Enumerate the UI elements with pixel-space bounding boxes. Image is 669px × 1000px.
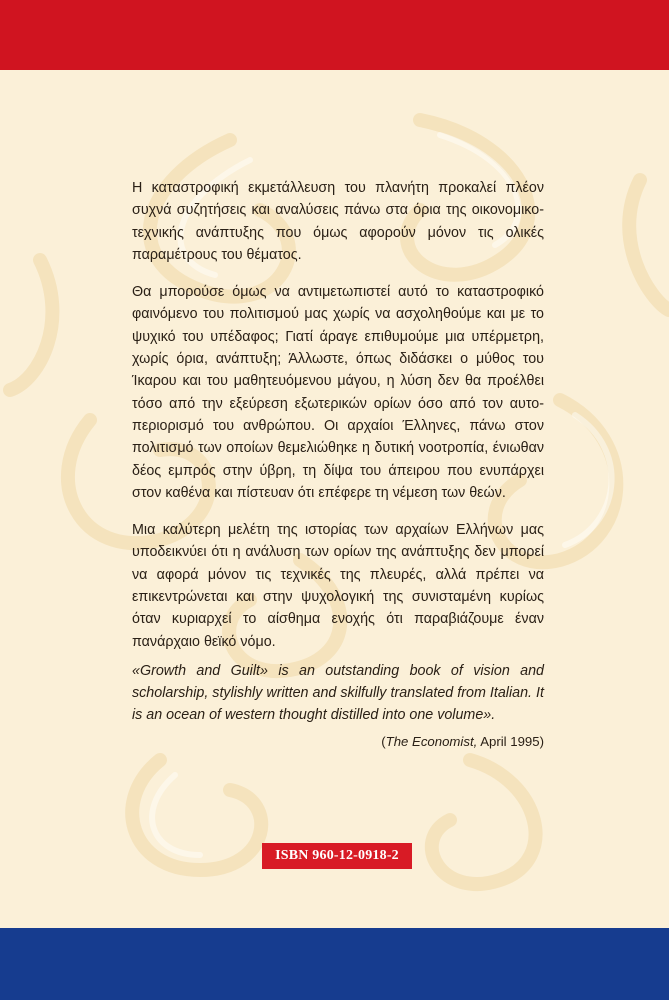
quote-source-date: April 1995) bbox=[477, 734, 544, 749]
quote-source-name: The Economist, bbox=[385, 734, 478, 749]
quote-source-open: ( bbox=[381, 734, 386, 749]
blurb-text bbox=[132, 177, 544, 668]
blurb-paragraph-2: Θα μπορούσε όμως να αντιμετωπιστεί αυτό το καταστροφικό φαινόμενο του πολιτισμού μας χωρίς να ασχοληθούμε και με το ψυχικό του υπέδαφος; Γιατί άραγε επιθυμούμε μια υπέρμετρη, χωρίς όρια, ανάπτυξη; Άλλωστε, όπως διδάσκει ο μύθος του Ίκαρου και του μαθητευόμενου μάγου, η λύση δεν θα προέλθει τόσο από την εξεύρεση εξωτερικών ορίων όσο από τον αυτο-περιορισμό του ανθρώπου. Οι αρχαίοι Έλληνες, πάνω στον πολιτισμό των οποίων θεμελιώθηκε η δυτική νοοτροπία, ένιωθαν δέος εμπρός στην ύβρη, τη δίψα του άπειρου που ενυπάρχει στον καθένα και πίστευαν ότι επέφερε τη νέμεση των θεών. bbox=[132, 284, 544, 501]
isbn-label: ISBN 960-12-0918-2 bbox=[262, 843, 412, 869]
blurb-paragraph-1: Η καταστροφική εκμετάλλευση του πλανήτη προκαλεί πλέον συχνά συζητήσεις και αναλύσεις πάνω στα όρια της οικονομικο-τεχνικής ανάπτυξης που όμως αφορούν μόνον τις ολικές παραμέτρους του θέματος. bbox=[132, 180, 544, 263]
blurb-paragraph-3: Μια καλύτερη μελέτη της ιστορίας των αρχαίων Ελλήνων μας υποδεικνύει ότι η ανάλυση των ορίων της ανάπτυξης δεν μπορεί να αφορά μόνον τις τεχνικές της πλευρές, αλλά πρέπει να επικεντρώνεται και στην ψυχολογική της συνισταμένη κυρίως όταν κυριαρχεί το αίσθημα ενοχής ότι παραβιάζουμε έναν πανάρχαιο θεϊκό νόμο. bbox=[132, 522, 544, 650]
quote-source bbox=[132, 732, 544, 752]
top-color-band bbox=[0, 0, 669, 70]
review-quote: «Growth and Guilt» is an outstanding book of vision and scholarship, stylishly written and skilfully translated from Italian. It is an ocean of western thought distilled into one volume». bbox=[132, 663, 544, 723]
bottom-color-band bbox=[0, 928, 669, 1000]
